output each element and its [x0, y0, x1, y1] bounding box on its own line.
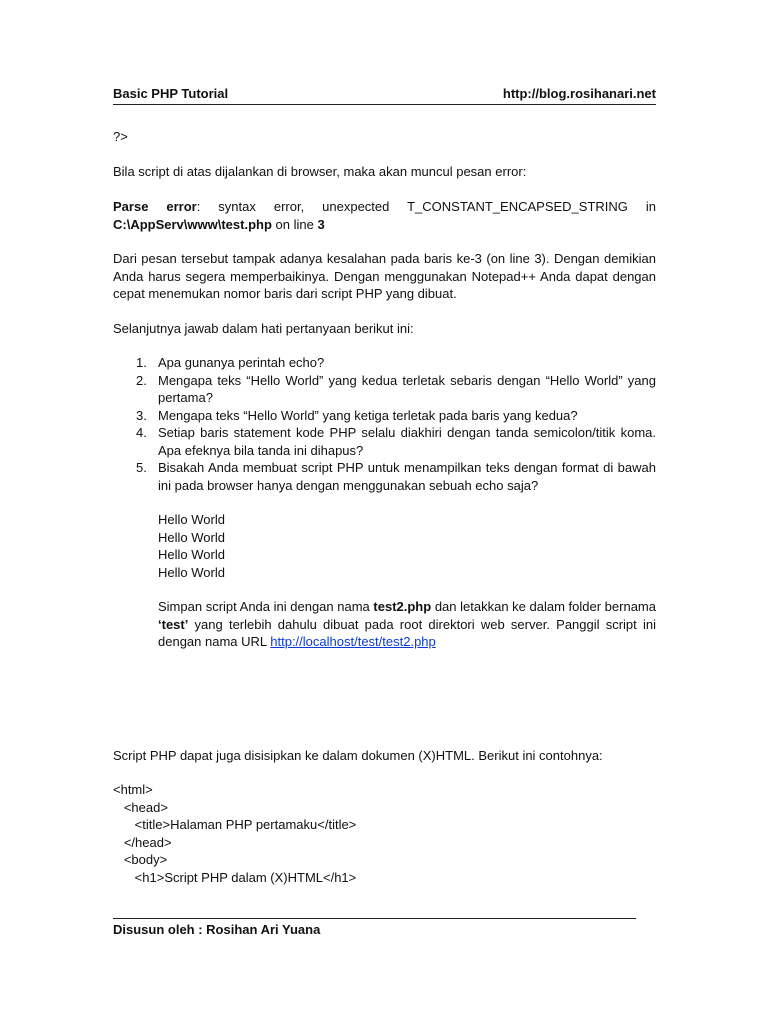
error-line-number: 3 [317, 216, 325, 232]
code-line: <title>Halaman PHP pertamaku</title> [113, 817, 357, 832]
code-example [113, 781, 356, 886]
footer-author: Disusun oleh : Rosihan Ari Yuana [113, 922, 321, 937]
hello-line: Hello World [158, 512, 225, 527]
hello-line: Hello World [158, 564, 225, 580]
code-line: </head> [113, 834, 172, 850]
code-line: <html> [113, 782, 153, 797]
parse-error-label: Parse error [113, 199, 197, 214]
parse-error-block [113, 198, 656, 233]
php-close-tag: ?> [113, 129, 128, 144]
list-item: 1. Apa gunanya perintah echo? [136, 355, 325, 370]
list-item: 4. Setiap baris statement kode PHP selalu diakhiri dengan tanda semicolon/titik koma. Apa efeknya bila tanda ini dihapus? [136, 425, 656, 458]
list-item: 5. Bisakah Anda membuat script PHP untuk menampilkan teks dengan format di bawah ini pada browser hanya dengan menggunakan sebuah echo saja? [136, 460, 656, 493]
list-item: 2. Mengapa teks “Hello World” yang kedua terletak sebaris dengan “Hello World” yang pertama? [136, 372, 656, 405]
code-line: <head> [113, 799, 168, 815]
code-line: <body> [113, 852, 168, 867]
hello-line: Hello World [158, 529, 225, 545]
questions-intro: Selanjutnya jawab dalam hati pertanyaan berikut ini: [113, 321, 414, 336]
hello-line: Hello World [158, 547, 225, 562]
questions-list [113, 354, 656, 494]
parse-error-message: : syntax error, unexpected T_CONSTANT_ENCAPSED_STRING in [196, 199, 656, 214]
footer-divider [113, 918, 636, 919]
filename: test2.php [373, 599, 432, 614]
save-instructions: Simpan script Anda ini dengan nama test2.php dan letakkan ke dalam folder bernama ‘test’ yang terlebih dahulu dibuat pada root direktori web server. Panggil script ini dengan nama URL http://localhost/test/test2.php [158, 599, 656, 649]
list-item: 3. Mengapa teks “Hello World” yang ketiga terletak pada baris yang kedua? [136, 407, 578, 423]
xhtml-intro: Script PHP dapat juga disisipkan ke dalam dokumen (X)HTML. Berikut ini contohnya: [113, 748, 603, 763]
error-explanation: Dari pesan tersebut tampak adanya kesalahan pada baris ke-3 (on line 3). Dengan demikian Anda harus segera memperbaikinya. Dengan menggunakan Notepad++ Anda dapat dengan cepat menemukan nomor baris dari script PHP yang dibuat. [113, 251, 656, 301]
header-title: Basic PHP Tutorial [113, 86, 229, 101]
folder-name: ‘test’ [158, 616, 189, 632]
code-line: <h1>Script PHP dalam (X)HTML</h1> [113, 869, 357, 885]
error-on-line: on line [271, 216, 318, 232]
localhost-link[interactable]: http://localhost/test/test2.php [270, 634, 436, 649]
hello-world-output [158, 511, 656, 581]
error-file-path: C:\AppServ\www\test.php [113, 216, 272, 232]
error-intro: Bila script di atas dijalankan di browser, maka akan muncul pesan error: [113, 164, 527, 179]
page-header [113, 86, 656, 105]
header-url: http://blog.rosihanari.net [502, 86, 656, 101]
document-page [113, 0, 656, 1024]
